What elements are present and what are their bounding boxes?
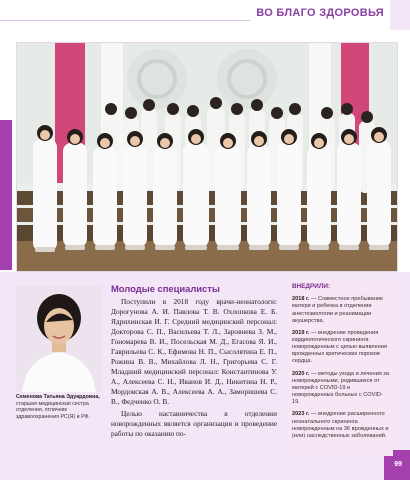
entry-text: — внедрение проведения кардиологического скрининга новорожденным с целью выявления врожденных критических пороков сердца.	[292, 329, 387, 365]
article-paragraph-1: Поступили в 2018 году врачи-неонатологи: Дорогунова А. И. Павлова Т. В. Охлопкова Е. Б. Ядрихинская И. Г. Средний медицинский персонал: Докторова С. П., Васильева Т. Л., Заровнева З. М., Гономарева В. И., Посельская М. Д., Егасова Я. И., Гаврильева С. К., Ефимова Н. П., Сысолятина Е. П., Рожина В. В., Михайлова Л. Н., Григорьева С. Г. Младший медицинский персонал: Константинова У. А., Алексеева С. Н., Иванов И. Д., Никитина Н. Р., Мордовская А. В., Алексеева А. А., Заморишева С. В., Федченко О. В.	[111, 297, 277, 406]
header-corner	[390, 0, 410, 30]
sidebar-entry	[292, 411, 390, 440]
section-title: ВО БЛАГО ЗДОРОВЬЯ	[256, 7, 384, 19]
entry-text: — методы ухода и лечения за новорожденными, родившихся от матерей с COVID-19 и новорожденных больных с COVID-19.	[292, 370, 389, 406]
sidebar-entry	[292, 296, 390, 325]
article-paragraph-2: Целью наставничества в отделении новорожденных является организация и проведение работы по оказанию по-	[111, 408, 277, 438]
header-rule	[0, 20, 250, 21]
group-photo-image	[17, 43, 397, 271]
sidebar-entry	[292, 371, 390, 407]
entry-text: — Совместное пребывание матери и ребенка в отделении анестезиологии и реанимации акушерства.	[292, 296, 384, 324]
sidebar-entry	[292, 330, 390, 366]
entry-year: 2019 г.	[292, 329, 310, 336]
caption-role: старшая медицинская сестра отделения, отличник здравоохранения РС(Я) и РФ.	[16, 400, 91, 420]
article-title: Молодые специалисты	[111, 283, 220, 294]
group-photo	[16, 42, 398, 272]
caption-name: Семенова Татьяна Эдуардовна,	[16, 394, 100, 400]
portrait-photo	[16, 286, 102, 392]
article-body	[111, 283, 277, 441]
entry-text: — внедрение расширенного неонатального скрининга новорожденным на 36 врожденных и (или) наследственных заболеваний.	[292, 411, 389, 439]
header-band	[0, 0, 410, 30]
sidebar-box	[287, 278, 393, 456]
entry-year: 2023 г.	[292, 411, 310, 418]
sidebar-title: ВНЕДРИЛИ:	[292, 283, 331, 290]
accent-bar-left	[0, 120, 12, 270]
page-number: 99	[394, 461, 402, 468]
entry-year: 2018 г.	[292, 296, 310, 303]
portrait-image	[16, 286, 102, 392]
entry-year: 2020 г.	[292, 370, 310, 377]
portrait-caption	[16, 394, 108, 420]
